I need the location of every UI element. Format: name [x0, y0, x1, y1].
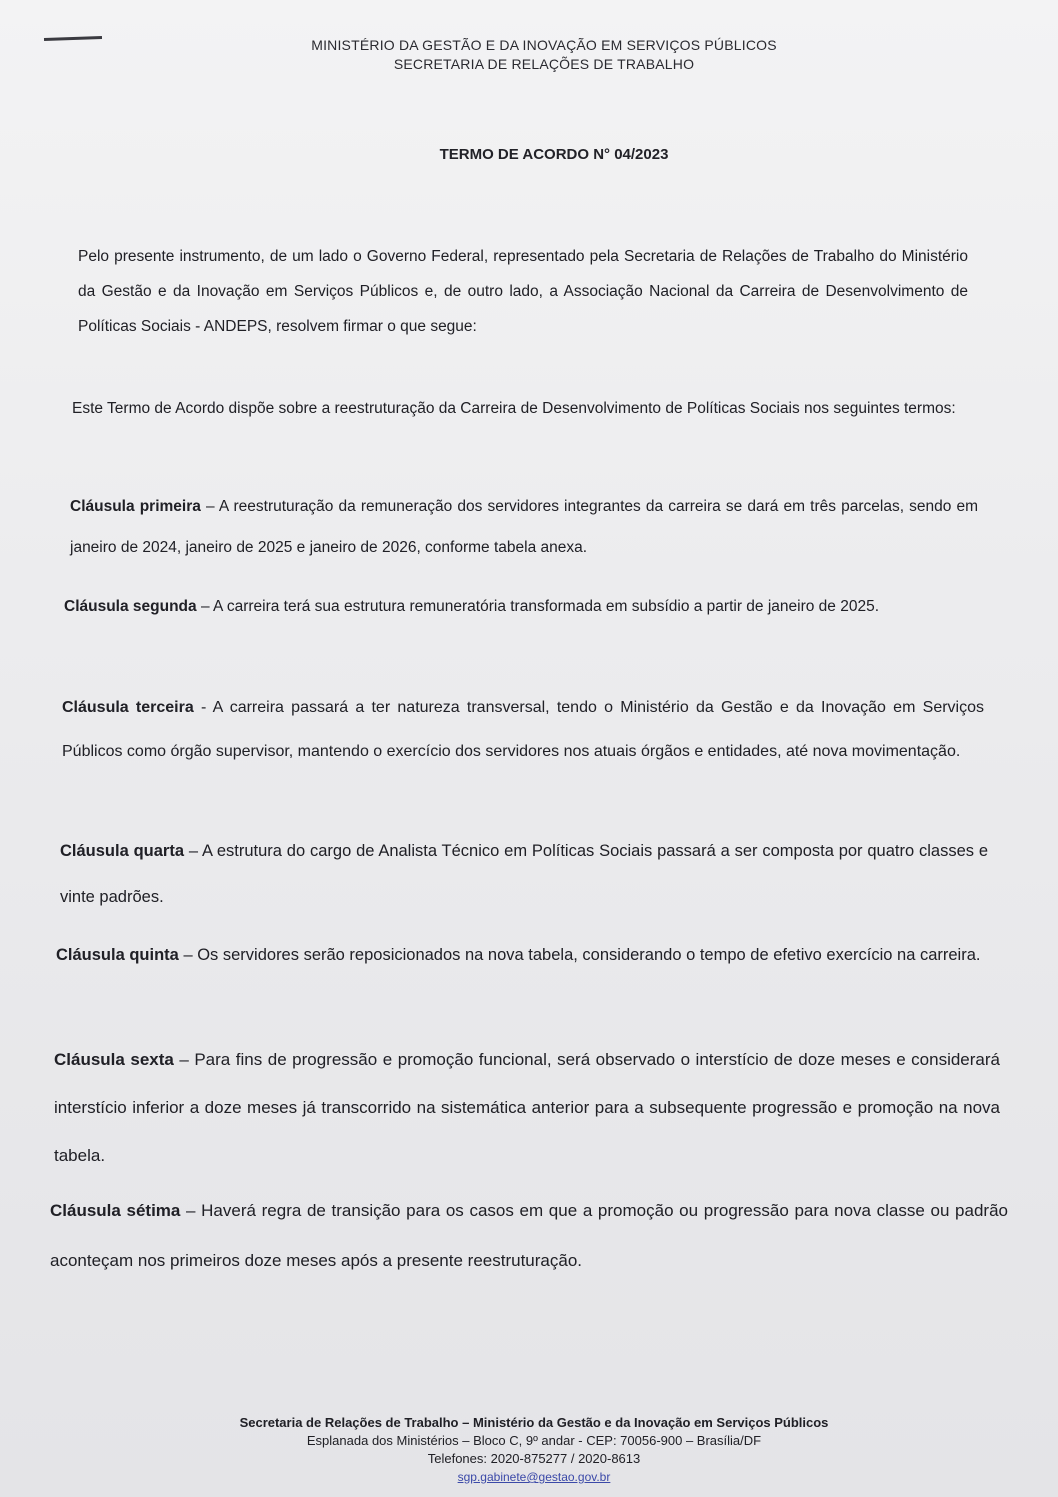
- clause-4-label: Cláusula quarta: [60, 842, 185, 860]
- clause-5-text: – Os servidores serão reposicionados na nova tabela, considerando o tempo de efetivo exercício na carreira.: [178, 946, 981, 964]
- document-footer: [0, 1414, 1058, 1486]
- footer-phones: Telefones: 2020-875277 / 2020-8613: [427, 1451, 641, 1466]
- clause-2-label: Cláusula segunda: [64, 598, 197, 615]
- clause-7-text: – Haverá regra de transição para os casos em que a promoção ou progressão para nova classe ou padrão aconteçam nos primeiros doze meses após a presente reestruturação.: [50, 1201, 1008, 1270]
- clause-3-text: - A carreira passará a ter natureza transversal, tendo o Ministério da Gestão e da Inovação em Serviços Públicos como órgão supervisor, mantendo o exercício dos servidores nos atuais órgãos e entidades, até nova movimentação.: [62, 699, 984, 760]
- scope-paragraph: Este Termo de Acordo dispõe sobre a reestruturação da Carreira de Desenvolvimento de Políticas Sociais nos seguintes termos:: [72, 400, 956, 417]
- footer-organization: Secretaria de Relações de Trabalho – Ministério da Gestão e da Inovação em Serviços Públicos: [239, 1415, 829, 1430]
- document-title: [0, 146, 1058, 163]
- document-header: [0, 36, 1058, 74]
- clause-3: [62, 686, 984, 774]
- footer-email-link[interactable]: sgp.gabinete@gestao.gov.br: [457, 1470, 611, 1484]
- clause-7: [50, 1186, 1008, 1286]
- clause-2: [64, 586, 982, 628]
- clause-1-text: – A reestruturação da remuneração dos servidores integrantes da carreira se dará em três parcelas, sendo em janeiro de 2024, janeiro de 2025 e janeiro de 2026, conforme tabela anexa.: [70, 498, 978, 556]
- clause-6-text: – Para fins de progressão e promoção funcional, será observado o interstício de doze meses e considerará interstício inferior a doze meses já transcorrido na sistemática anterior para a subsequente progressão e promoção na nova tabela.: [54, 1050, 1000, 1165]
- clause-6-label: Cláusula sexta: [54, 1050, 174, 1069]
- footer-address: Esplanada dos Ministérios – Bloco C, 9º andar - CEP: 70056-900 – Brasília/DF: [306, 1433, 762, 1448]
- clause-3-label: Cláusula terceira: [62, 699, 194, 716]
- clause-2-text: – A carreira terá sua estrutura remuneratória transformada em subsídio a partir de janeiro de 2025.: [196, 598, 880, 615]
- secretariat-name: SECRETARIA DE RELAÇÕES DE TRABALHO: [393, 56, 695, 72]
- document-title-text: TERMO DE ACORDO N° 04/2023: [439, 146, 669, 163]
- intro-paragraph: Pelo presente instrumento, de um lado o Governo Federal, representado pela Secretaria de Relações de Trabalho do Ministério da Gestão e da Inovação em Serviços Públicos e, de outro lado, a Associação Nacional da Carreira de Desenvolvimento de Políticas Sociais - ANDEPS, resolvem firmar o que segue:: [78, 248, 968, 335]
- clause-6: [54, 1036, 1000, 1180]
- ministry-name: MINISTÉRIO DA GESTÃO E DA INOVAÇÃO EM SERVIÇOS PÚBLICOS: [311, 37, 777, 53]
- clause-1-label: Cláusula primeira: [70, 498, 201, 515]
- clause-1: [70, 486, 978, 568]
- clause-5-label: Cláusula quinta: [56, 946, 179, 964]
- clause-4: [60, 828, 988, 920]
- clause-4-text: – A estrutura do cargo de Analista Técnico em Políticas Sociais passará a ser composta por quatro classes e vinte padrões.: [60, 842, 988, 906]
- clause-7-label: Cláusula sétima: [50, 1201, 181, 1220]
- clause-5: [56, 932, 994, 979]
